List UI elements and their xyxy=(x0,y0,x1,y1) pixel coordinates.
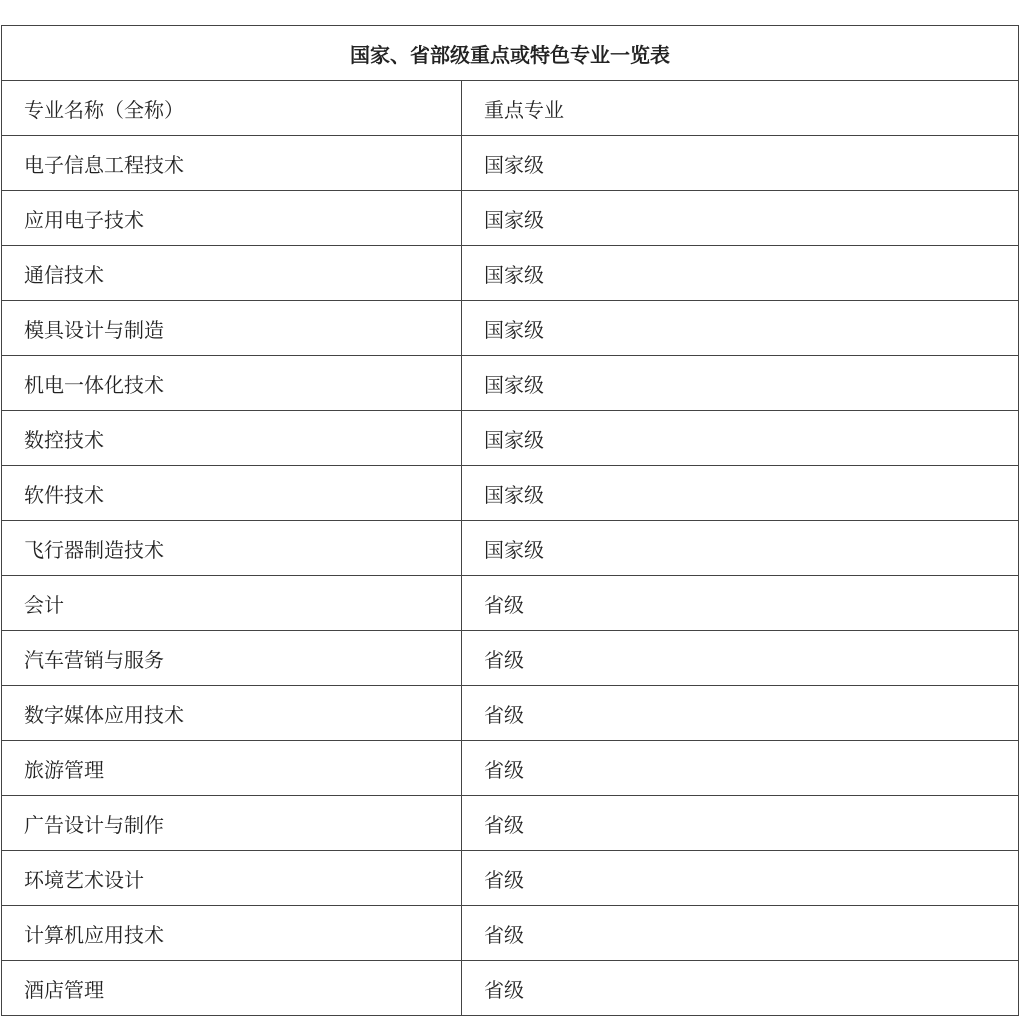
specialty-name-cell: 汽车营销与服务 xyxy=(2,631,462,686)
key-level-cell: 省级 xyxy=(462,576,1019,631)
table-row xyxy=(2,466,1019,521)
column-header-key-level: 重点专业 xyxy=(462,81,1019,136)
table-row xyxy=(2,686,1019,741)
specialty-name-cell: 电子信息工程技术 xyxy=(2,136,462,191)
specialty-name-cell: 数字媒体应用技术 xyxy=(2,686,462,741)
table-row xyxy=(2,961,1019,1016)
table-row xyxy=(2,576,1019,631)
specialty-name-cell: 模具设计与制造 xyxy=(2,301,462,356)
key-level-cell: 省级 xyxy=(462,851,1019,906)
specialty-name-cell: 机电一体化技术 xyxy=(2,356,462,411)
key-level-cell: 国家级 xyxy=(462,191,1019,246)
key-level-cell: 国家级 xyxy=(462,521,1019,576)
table-row xyxy=(2,246,1019,301)
specialty-name-cell: 数控技术 xyxy=(2,411,462,466)
key-specialty-table xyxy=(1,25,1019,1016)
table-header-row xyxy=(2,81,1019,136)
table-row xyxy=(2,411,1019,466)
specialty-name-cell: 计算机应用技术 xyxy=(2,906,462,961)
column-header-specialty-name: 专业名称（全称） xyxy=(2,81,462,136)
key-level-cell: 省级 xyxy=(462,796,1019,851)
table-row xyxy=(2,301,1019,356)
key-level-cell: 国家级 xyxy=(462,356,1019,411)
specialty-name-cell: 环境艺术设计 xyxy=(2,851,462,906)
table-row xyxy=(2,741,1019,796)
key-level-cell: 国家级 xyxy=(462,466,1019,521)
table-title-row xyxy=(2,26,1019,81)
specialty-name-cell: 会计 xyxy=(2,576,462,631)
table-row xyxy=(2,356,1019,411)
key-level-cell: 国家级 xyxy=(462,246,1019,301)
key-level-cell: 省级 xyxy=(462,741,1019,796)
specialty-name-cell: 应用电子技术 xyxy=(2,191,462,246)
key-level-cell: 国家级 xyxy=(462,411,1019,466)
table-row xyxy=(2,906,1019,961)
specialty-name-cell: 旅游管理 xyxy=(2,741,462,796)
specialty-name-cell: 软件技术 xyxy=(2,466,462,521)
specialty-name-cell: 酒店管理 xyxy=(2,961,462,1016)
key-level-cell: 省级 xyxy=(462,631,1019,686)
table-row xyxy=(2,521,1019,576)
specialty-name-cell: 通信技术 xyxy=(2,246,462,301)
table-row xyxy=(2,191,1019,246)
specialty-table-container xyxy=(1,25,1018,1016)
key-level-cell: 国家级 xyxy=(462,301,1019,356)
table-row xyxy=(2,631,1019,686)
table-row xyxy=(2,796,1019,851)
table-row xyxy=(2,851,1019,906)
key-level-cell: 省级 xyxy=(462,906,1019,961)
key-level-cell: 省级 xyxy=(462,961,1019,1016)
key-level-cell: 省级 xyxy=(462,686,1019,741)
table-row xyxy=(2,136,1019,191)
specialty-name-cell: 广告设计与制作 xyxy=(2,796,462,851)
key-level-cell: 国家级 xyxy=(462,136,1019,191)
specialty-name-cell: 飞行器制造技术 xyxy=(2,521,462,576)
table-title: 国家、省部级重点或特色专业一览表 xyxy=(2,26,1019,81)
